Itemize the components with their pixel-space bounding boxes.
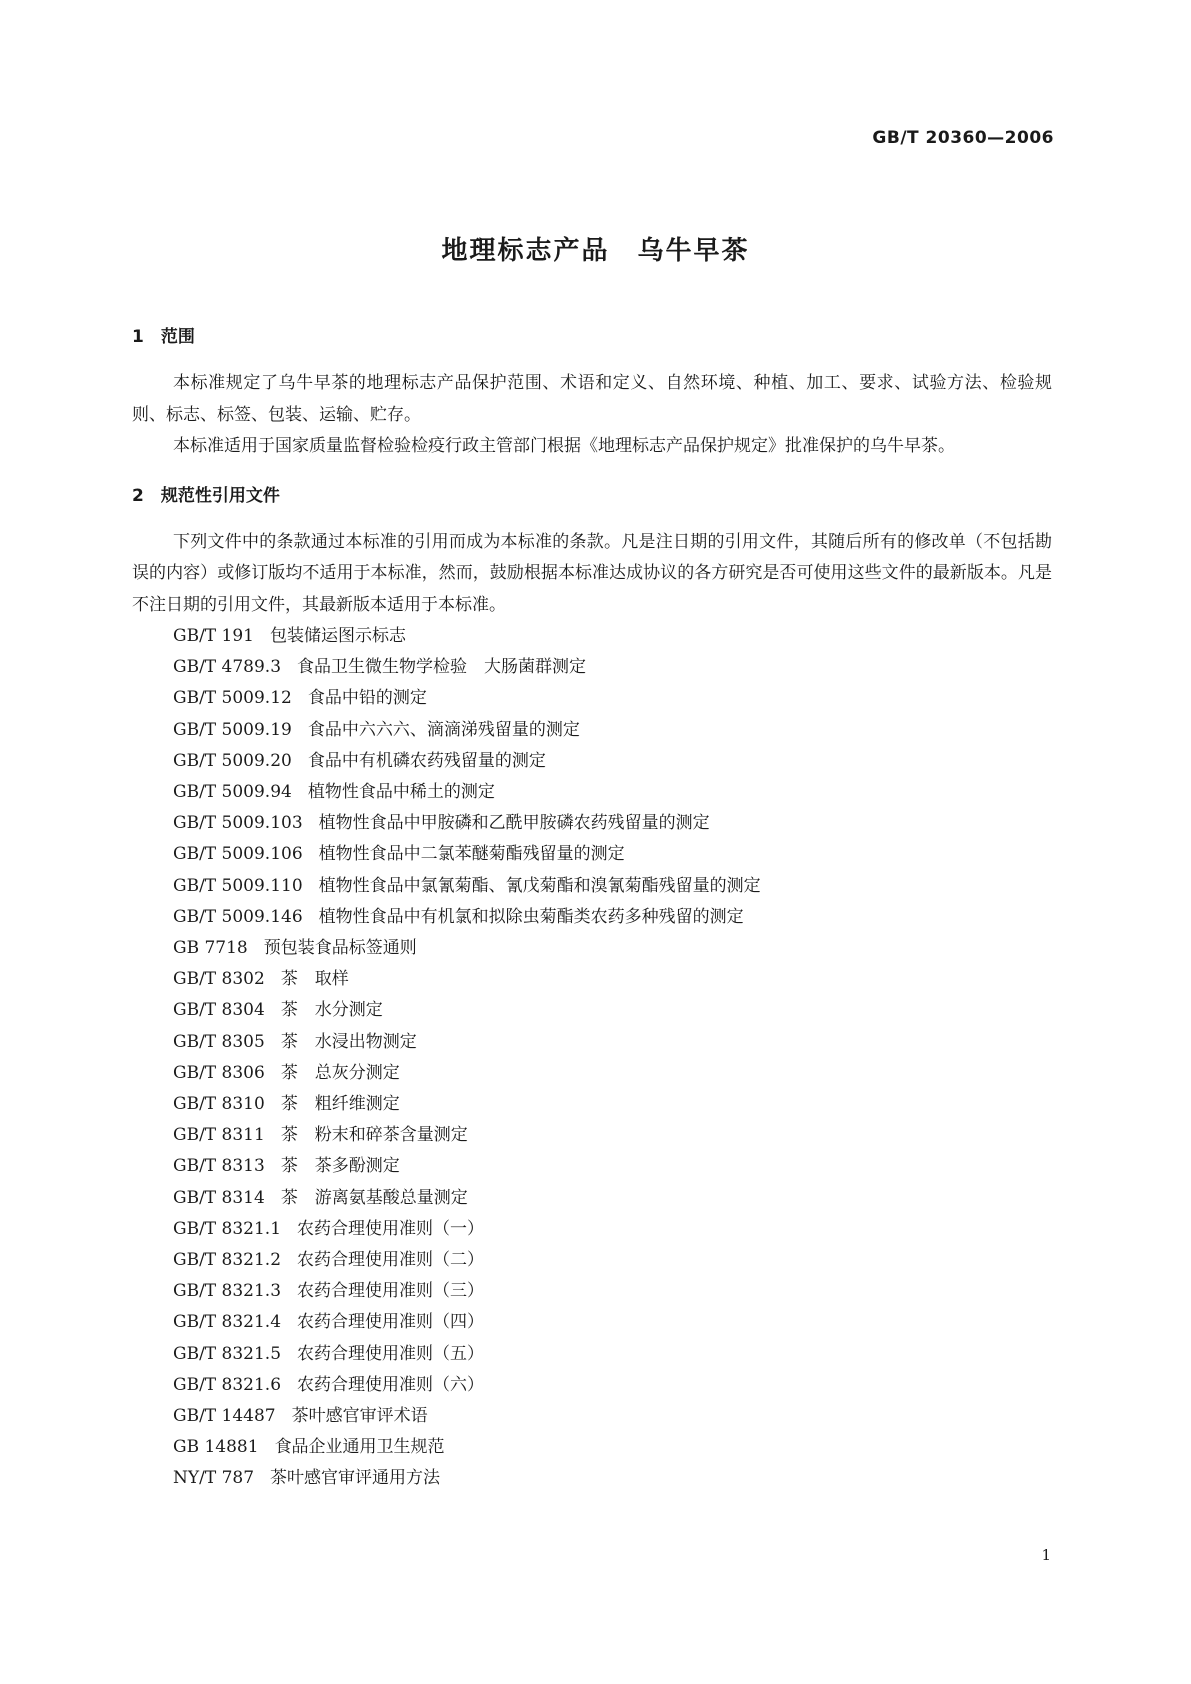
reference-title: 农药合理使用准则（三） <box>297 1281 485 1302</box>
reference-item <box>132 1058 1052 1089</box>
section-heading-normative-references: 2 规范性引用文件 <box>132 485 280 506</box>
reference-item <box>132 839 1052 870</box>
reference-item <box>132 902 1052 933</box>
reference-code: GB/T 5009.106 <box>173 844 303 865</box>
reference-title: 茶 水分测定 <box>280 1000 383 1021</box>
reference-code: GB/T 5009.110 <box>173 875 303 896</box>
reference-item <box>132 1401 1052 1432</box>
reference-title: 茶叶感官审评通用方法 <box>270 1468 441 1489</box>
reference-code: GB/T 8306 <box>173 1062 265 1083</box>
reference-item <box>132 1214 1052 1245</box>
reference-code: GB 14881 <box>173 1437 259 1458</box>
reference-item <box>132 652 1052 683</box>
reference-item <box>132 777 1052 808</box>
reference-title: 茶 取样 <box>280 969 349 990</box>
reference-item <box>132 1120 1052 1151</box>
reference-item <box>132 1089 1052 1120</box>
reference-code: GB/T 8302 <box>173 969 265 990</box>
references-intro-paragraph: 下列文件中的条款通过本标准的引用而成为本标准的条款。凡是注日期的引用文件，其随后所有的修改单（不包括勘误的内容）或修订版均不适用于本标准，然而，鼓励根据本标准达成协议的各方研究是否可使用这些文件的最新版本。凡是不注日期的引用文件，其最新版本适用于本标准。 <box>132 531 1052 615</box>
reference-title: 包装储运图示标志 <box>270 626 406 646</box>
reference-code: GB/T 8310 <box>173 1094 265 1115</box>
reference-item <box>132 1245 1052 1276</box>
reference-code: GB/T 5009.146 <box>173 906 303 927</box>
reference-code: GB/T 8321.3 <box>173 1281 282 1302</box>
reference-title: 农药合理使用准则（四） <box>297 1312 485 1333</box>
reference-item <box>132 1183 1052 1214</box>
reference-code: GB/T 191 <box>173 626 254 646</box>
reference-title: 食品卫生微生物学检验 大肠菌群测定 <box>297 657 587 678</box>
reference-item <box>132 1463 1052 1494</box>
reference-code: GB/T 5009.94 <box>173 782 292 803</box>
reference-item <box>132 808 1052 839</box>
reference-item <box>132 1370 1052 1401</box>
reference-title: 植物性食品中稀土的测定 <box>307 782 495 803</box>
reference-item <box>132 715 1052 746</box>
reference-item <box>132 995 1052 1026</box>
reference-code: GB/T 8305 <box>173 1031 265 1052</box>
reference-item <box>132 1339 1052 1370</box>
reference-title: 植物性食品中有机氯和拟除虫菊酯类农药多种残留的测定 <box>318 906 744 927</box>
reference-code: GB/T 5009.19 <box>173 719 292 740</box>
standard-code: GB/T 20360—2006 <box>872 128 1054 148</box>
reference-item <box>132 1027 1052 1058</box>
reference-title: 茶 水浸出物测定 <box>280 1031 417 1052</box>
reference-item <box>132 746 1052 777</box>
reference-item <box>132 683 1052 714</box>
reference-code: GB/T 8314 <box>173 1187 265 1208</box>
reference-code: GB/T 8321.6 <box>173 1374 282 1395</box>
reference-code: GB/T 5009.20 <box>173 750 292 771</box>
reference-title: 食品中铅的测定 <box>307 688 427 709</box>
document-body <box>132 322 1052 1495</box>
reference-item <box>132 1276 1052 1307</box>
section-heading-scope: 1 范围 <box>132 327 195 347</box>
reference-title: 茶叶感官审评术语 <box>291 1406 428 1427</box>
reference-code: GB/T 8321.1 <box>173 1218 282 1239</box>
reference-item <box>132 933 1052 964</box>
reference-title: 农药合理使用准则（六） <box>297 1374 485 1395</box>
reference-title: 农药合理使用准则（二） <box>297 1250 485 1271</box>
reference-item <box>132 1307 1052 1338</box>
scope-paragraph: 本标准适用于国家质量监督检验检疫行政主管部门根据《地理标志产品保护规定》批准保护的乌牛早茶。 <box>173 436 955 456</box>
reference-item <box>132 621 1052 652</box>
reference-code: GB/T 14487 <box>173 1406 276 1427</box>
document-title: 地理标志产品 乌牛早茶 <box>441 236 750 266</box>
reference-item <box>132 1151 1052 1182</box>
reference-item <box>132 1432 1052 1463</box>
reference-title: 预包装食品标签通则 <box>263 938 417 959</box>
reference-code: NY/T 787 <box>173 1468 255 1489</box>
reference-code: GB/T 5009.12 <box>173 688 292 709</box>
reference-item <box>132 964 1052 995</box>
reference-title: 食品中六六六、滴滴涕残留量的测定 <box>307 719 580 740</box>
reference-item <box>132 871 1052 902</box>
reference-title: 茶 粉末和碎茶含量测定 <box>280 1125 468 1146</box>
reference-code: GB/T 8321.2 <box>173 1250 282 1271</box>
scope-paragraph: 本标准规定了乌牛早茶的地理标志产品保护范围、术语和定义、自然环境、种植、加工、要求、试验方法、检验规则、标志、标签、包装、运输、贮存。 <box>132 373 1052 425</box>
reference-code: GB 7718 <box>173 938 248 959</box>
reference-list <box>132 621 1052 1495</box>
reference-title: 植物性食品中氯氰菊酯、氰戊菊酯和溴氰菊酯残留量的测定 <box>318 875 761 896</box>
reference-code: GB/T 4789.3 <box>173 657 282 678</box>
page-number: 1 <box>1041 1546 1051 1564</box>
reference-code: GB/T 5009.103 <box>173 813 303 834</box>
reference-title: 茶 总灰分测定 <box>280 1062 400 1083</box>
reference-title: 植物性食品中甲胺磷和乙酰甲胺磷农药残留量的测定 <box>318 813 710 834</box>
reference-title: 茶 茶多酚测定 <box>280 1156 400 1177</box>
reference-title: 茶 游离氨基酸总量测定 <box>280 1187 468 1208</box>
reference-title: 茶 粗纤维测定 <box>280 1094 400 1115</box>
reference-title: 食品企业通用卫生规范 <box>274 1437 445 1458</box>
reference-code: GB/T 8313 <box>173 1156 265 1177</box>
reference-title: 农药合理使用准则（五） <box>297 1343 485 1364</box>
reference-title: 食品中有机磷农药残留量的测定 <box>307 750 546 771</box>
reference-code: GB/T 8311 <box>173 1125 265 1146</box>
reference-code: GB/T 8321.5 <box>173 1343 282 1364</box>
reference-code: GB/T 8321.4 <box>173 1312 282 1333</box>
reference-title: 植物性食品中二氯苯醚菊酯残留量的测定 <box>318 844 625 865</box>
reference-code: GB/T 8304 <box>173 1000 265 1021</box>
reference-title: 农药合理使用准则（一） <box>297 1218 485 1239</box>
